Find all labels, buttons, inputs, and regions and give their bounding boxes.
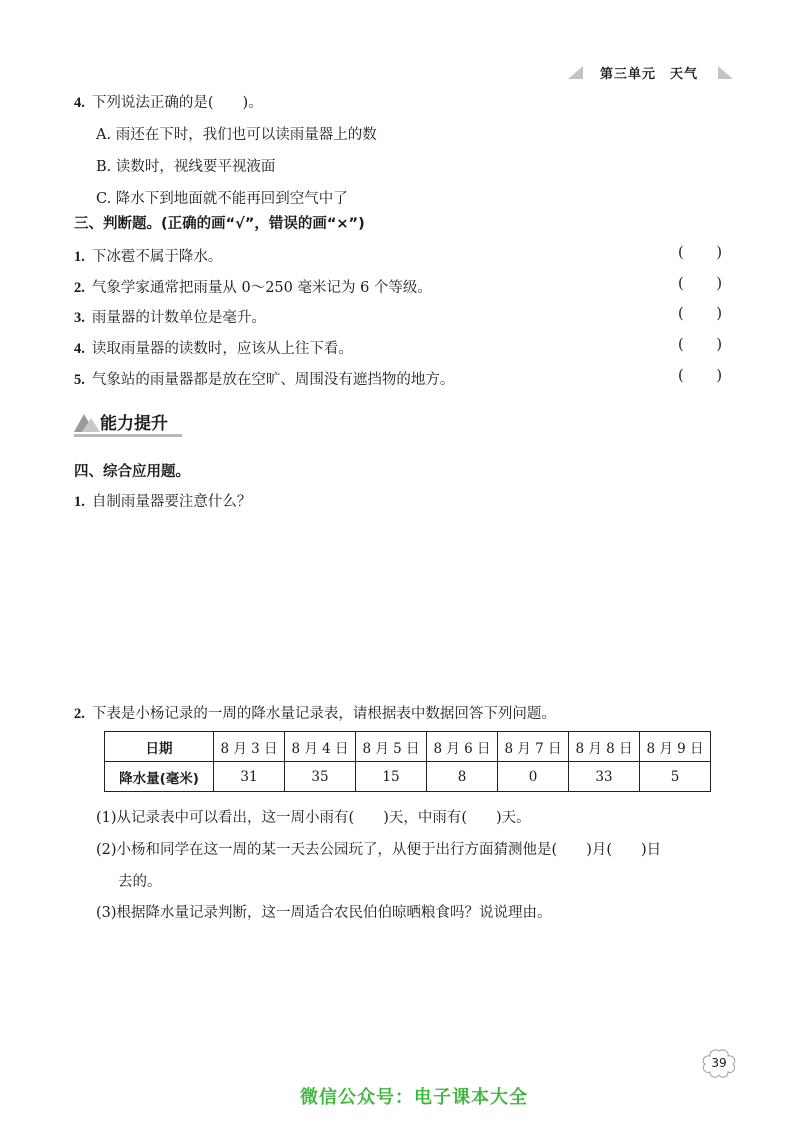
question-number: 2.: [74, 706, 85, 722]
apply-section-title: 四、综合应用题。: [74, 464, 190, 480]
item-text: 气象学家通常把雨量从 0～250 毫米记为 6 个等级。: [91, 280, 432, 296]
item-text: 气象站的雨量器都是放在空旷、周围没有遮挡物的地方。: [91, 372, 455, 388]
rainfall-table: [104, 731, 711, 792]
table-row: [105, 762, 711, 792]
paren-close: ): [716, 368, 722, 384]
option-b: B. 读数时，视线要平视液面: [96, 159, 276, 175]
judge-item: [74, 368, 454, 389]
table-cell-date: 8 月 8 日: [569, 732, 640, 762]
answer-blank[interactable]: [678, 276, 722, 292]
paren-open: (: [678, 337, 684, 353]
question-text: 下列说法正确的是( )。: [91, 95, 263, 111]
table-cell-date: 8 月 3 日: [214, 732, 285, 762]
judge-item: [74, 245, 222, 266]
item-number: 1.: [74, 249, 85, 265]
paren-close: ): [716, 276, 722, 292]
question-number: 4.: [74, 95, 85, 111]
paren-close: ): [716, 337, 722, 353]
table-cell-value: 8: [427, 762, 498, 792]
page-number-badge: [700, 1049, 738, 1079]
apply-question-1: [74, 490, 251, 511]
table-cell-value: 0: [498, 762, 569, 792]
question-4: [74, 91, 263, 112]
sub-question-1: (1)从记录表中可以看出，这一周小雨有( )天，中雨有( )天。: [96, 810, 531, 826]
table-cell-value: 5: [640, 762, 711, 792]
table-cell-value: 15: [356, 762, 427, 792]
paren-close: ): [716, 245, 722, 261]
judge-item: [74, 337, 353, 358]
table-row: [105, 732, 711, 762]
item-text: 雨量器的计数单位是毫升。: [91, 310, 266, 326]
item-number: 2.: [74, 280, 85, 296]
sub-question-2: (2)小杨和同学在这一周的某一天去公园玩了，从便于出行方面猜测他是( )月( )日: [96, 842, 662, 858]
header-right-triangle-icon: [718, 66, 733, 79]
judge-section-title: 三、判断题。(正确的画“√”，错误的画“×”): [74, 216, 365, 232]
table-cell-date: 8 月 9 日: [640, 732, 711, 762]
table-header-rainfall: 降水量(毫米): [105, 762, 214, 792]
table-header-date: 日期: [105, 732, 214, 762]
table-cell-value: 31: [214, 762, 285, 792]
paren-open: (: [678, 368, 684, 384]
sub-question-3: (3)根据降水量记录判断，这一周适合农民伯伯晾晒粮食吗？说说理由。: [96, 905, 552, 921]
paren-open: (: [678, 245, 684, 261]
table-cell-date: 8 月 6 日: [427, 732, 498, 762]
option-c: C. 降水下到地面就不能再回到空气中了: [96, 191, 348, 207]
table-cell-date: 8 月 4 日: [285, 732, 356, 762]
sub-question-2-continued: 去的。: [118, 874, 162, 890]
judge-item: [74, 306, 266, 327]
header-left-triangle-icon: [568, 66, 583, 79]
table-cell-date: 8 月 5 日: [356, 732, 427, 762]
answer-blank[interactable]: [678, 368, 722, 384]
section-title: 能力提升: [100, 414, 168, 434]
paren-open: (: [678, 276, 684, 292]
section-underline: [74, 434, 182, 437]
table-cell-value: 33: [569, 762, 640, 792]
answer-blank[interactable]: [678, 337, 722, 353]
answer-blank[interactable]: [678, 245, 722, 261]
item-number: 5.: [74, 372, 85, 388]
paren-open: (: [678, 306, 684, 322]
unit-title: 第三单元 天气: [600, 67, 699, 82]
page-number: 39: [711, 1056, 727, 1070]
paren-close: ): [716, 306, 722, 322]
option-a: A. 雨还在下时，我们也可以读雨量器上的数: [96, 127, 377, 143]
watermark-text: 微信公众号：电子课本大全: [300, 1087, 528, 1108]
table-cell-date: 8 月 7 日: [498, 732, 569, 762]
item-text: 下冰雹不属于降水。: [91, 249, 223, 265]
question-text: 自制雨量器要注意什么？: [91, 494, 252, 510]
item-text: 读取雨量器的读数时，应该从上往下看。: [91, 341, 353, 357]
mountain-icon: [74, 410, 102, 432]
judge-item: [74, 276, 432, 297]
table-cell-value: 35: [285, 762, 356, 792]
item-number: 4.: [74, 341, 85, 357]
unit-header: [568, 62, 733, 86]
apply-question-2: [74, 702, 556, 723]
question-text: 下表是小杨记录的一周的降水量记录表，请根据表中数据回答下列问题。: [91, 706, 556, 722]
answer-blank[interactable]: [678, 306, 722, 322]
item-number: 3.: [74, 310, 85, 326]
question-number: 1.: [74, 494, 85, 510]
